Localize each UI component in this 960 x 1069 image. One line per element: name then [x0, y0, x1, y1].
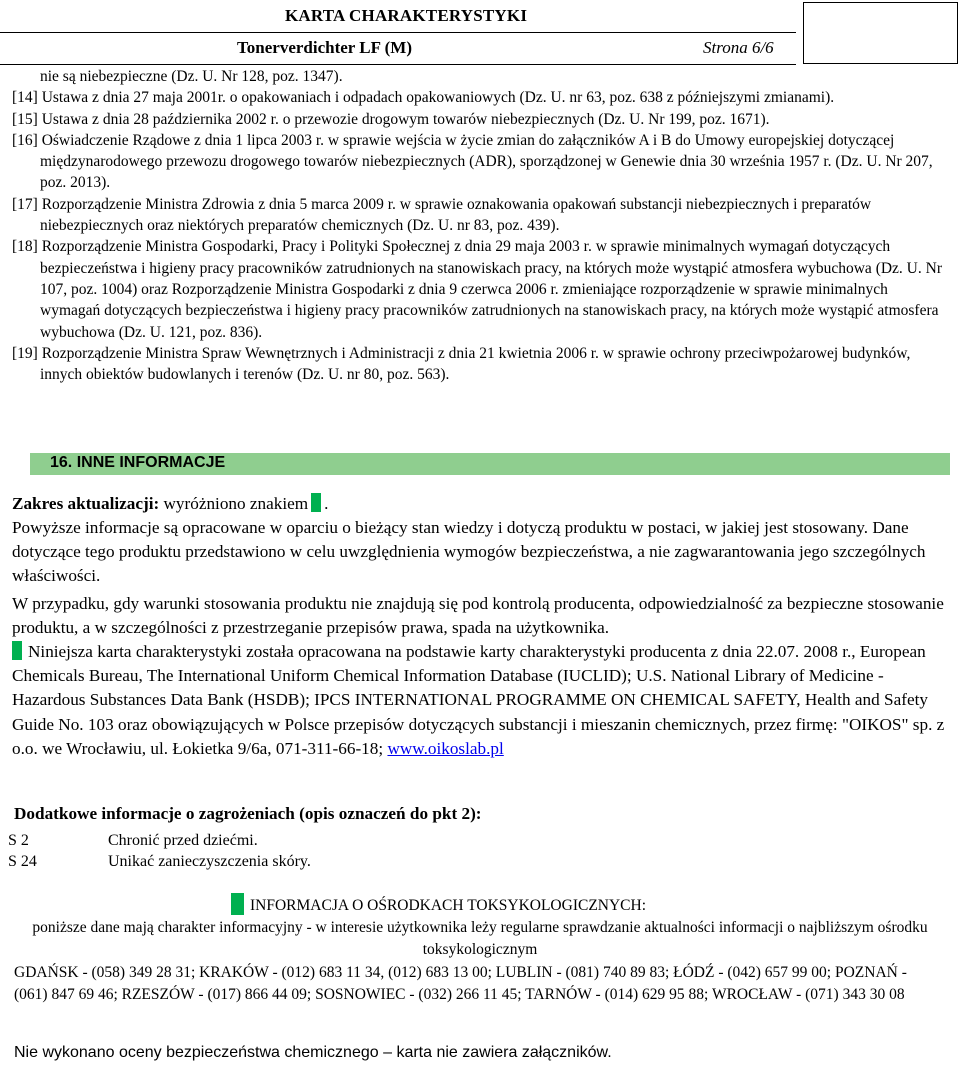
reference-item-13-continued: nie są niebezpieczne (Dz. U. Nr 128, poz. 1347). — [40, 68, 343, 85]
hazard-description: Unikać zanieczyszczenia skóry. — [108, 853, 311, 870]
update-scope-line — [12, 492, 950, 516]
references-list — [12, 66, 950, 385]
toxicology-description: poniższe dane mają charakter informacyjny - w interesie użytkownika leży regularne sprawdzanie aktualności informacji o najbliższym ośrodku toksykologicznym — [32, 919, 928, 958]
info-paragraph-1: Powyższe informacje są opracowane w oparciu o bieżący stan wiedzy i dotyczą produktu w postaci, w jakiej jest stosowany. Dane dotyczące tego produktu przedstawiono w celu uwzględnienia wymogów bezpieczeństwa, a nie zagwarantowania jego szczególnych właściwości. — [12, 518, 926, 586]
update-scope-end: . — [324, 494, 329, 513]
oikoslab-link[interactable]: www.oikoslab.pl — [387, 738, 504, 758]
info-paragraph-3 — [12, 640, 950, 761]
green-marker-icon — [311, 493, 321, 512]
reference-item-16: [16] Oświadczenie Rządowe z dnia 1 lipca 2003 r. w sprawie wejścia w życie zmian do załączników A i B do Umowy europejskiej dotyczącej międzynarodowego przewozu drogowego towarów niebezpiecznych (ADR), sporządzonej w Genewie dnia 30 września 1957 r. (Dz. U. Nr 207, poz. 2013). — [12, 131, 933, 192]
hazard-code-row — [8, 853, 311, 871]
sources-text: Niniejsza karta charakterystyki została opracowana na podstawie karty charakterystyki producenta z dnia 22.07. 2008 r., European Chemicals Bureau, The International Uniform Chemical Information Database (IUCLID); U.S. National Library of Medicine - Hazardous Substances Data Bank (HSDB); IPCS INTERNATIONAL PROGRAMME ON CHEMICAL SAFETY, Health and Safety Guide No. 103 oraz obowiązujących w Polsce przepisów dotyczących substancji i mieszanin chemicznych, przez firmę: "OIKOS" sp. z o.o. we Wrocławiu, ul. Łokietka 9/6a, 071-311-66-18; — [12, 642, 945, 758]
info-paragraph-2: W przypadku, gdy warunki stosowania produktu nie znajdują się pod kontrolą producenta, odpowiedzialność za bezpieczne stosowanie produktu, a w szczególności z przestrzeganie przepisów prawa, spada na użytkownika. — [12, 594, 944, 638]
hazard-code-row — [8, 832, 258, 850]
green-marker-icon — [12, 641, 22, 660]
reference-item-17: [17] Rozporządzenie Ministra Zdrowia z dnia 5 marca 2009 r. w sprawie oznakowania opakowań substancji niebezpiecznych i preparatów niebezpiecznych oraz niektórych preparatów chemicznych (Dz. U. nr 83, poz. 439). — [12, 195, 872, 235]
hazard-description: Chronić przed dziećmi. — [108, 832, 258, 849]
reference-item-15: [15] Ustawa z dnia 28 października 2002 r. o przewozie drogowym towarów niebezpiecznych (Dz. U. Nr 199, poz. 1671). — [12, 110, 770, 128]
additional-info-title: Dodatkowe informacje o zagrożeniach (opis oznaczeń do pkt 2): — [14, 804, 482, 823]
reference-item-18: [18] Rozporządzenie Ministra Gospodarki, Pracy i Polityki Społecznej z dnia 29 maja 2003 r. w sprawie minimalnych wymagań dotyczących bezpieczeństwa i higieny pracy pracowników zatrudnionych na stanowiskach pracy, na których może wystąpić atmosfera wybuchowa (Dz. U. Nr 107, poz. 1004) oraz Rozporządzenie Ministra Gospodarki z dnia 9 czerwca 2006 r. zmieniające rozporządzenie w sprawie minimalnych wymagań dotyczących bezpieczeństwa i higieny pracy pracowników zatrudnionych na stanowiskach pracy, na których może wystąpić atmosfera wybuchowa (Dz. U. 121, poz. 836). — [12, 238, 942, 341]
header-divider-bottom — [0, 64, 796, 65]
logo-box — [803, 2, 958, 64]
update-scope-text: wyróżniono znakiem — [163, 494, 309, 513]
document-title: KARTA CHARAKTERYSTYKI — [285, 6, 528, 25]
reference-item-19: [19] Rozporządzenie Ministra Spraw Wewnętrznych i Administracji z dnia 21 kwietnia 2006 r. w sprawie ochrony przeciwpożarowej budynków, innych obiektów budowlanych i terenów (Dz. U. nr 80, poz. 563). — [12, 344, 911, 384]
page-number: Strona 6/6 — [703, 38, 774, 57]
green-marker-icon — [231, 893, 244, 915]
hazard-code: S 2 — [8, 832, 29, 849]
toxicology-phone-list: GDAŃSK - (058) 349 28 31; KRAKÓW - (012) 683 11 34, (012) 683 13 00; LUBLIN - (081) 740 89 83; ŁÓDŹ - (042) 657 99 00; POZNAŃ - (061) 847 69 46; RZESZÓW - (017) 866 44 09; SOSNOWIEC - (032) 266 11 45; TARNÓW - (014) 629 95 88; WROCŁAW - (071) 343 30 08 — [14, 964, 907, 1003]
update-scope-label: Zakres aktualizacji: — [12, 494, 160, 513]
reference-item-14: [14] Ustawa z dnia 27 maja 2001r. o opakowaniach i odpadach opakowaniowych (Dz. U. nr 63, poz. 638 z późniejszymi zmianami). — [12, 89, 835, 107]
toxicology-title — [231, 893, 646, 915]
toxicology-title-text: INFORMACJA O OŚRODKACH TOKSYKOLOGICZNYCH: — [250, 897, 647, 914]
page-header — [0, 0, 960, 66]
hazard-code: S 24 — [8, 853, 37, 870]
final-note: Nie wykonano oceny bezpieczeństwa chemicznego – karta nie zawiera załączników. — [14, 1044, 612, 1061]
product-name: Tonerverdichter LF (M) — [237, 38, 412, 57]
header-divider-top — [0, 32, 796, 33]
section-heading: 16. INNE INFORMACJE — [50, 454, 226, 471]
